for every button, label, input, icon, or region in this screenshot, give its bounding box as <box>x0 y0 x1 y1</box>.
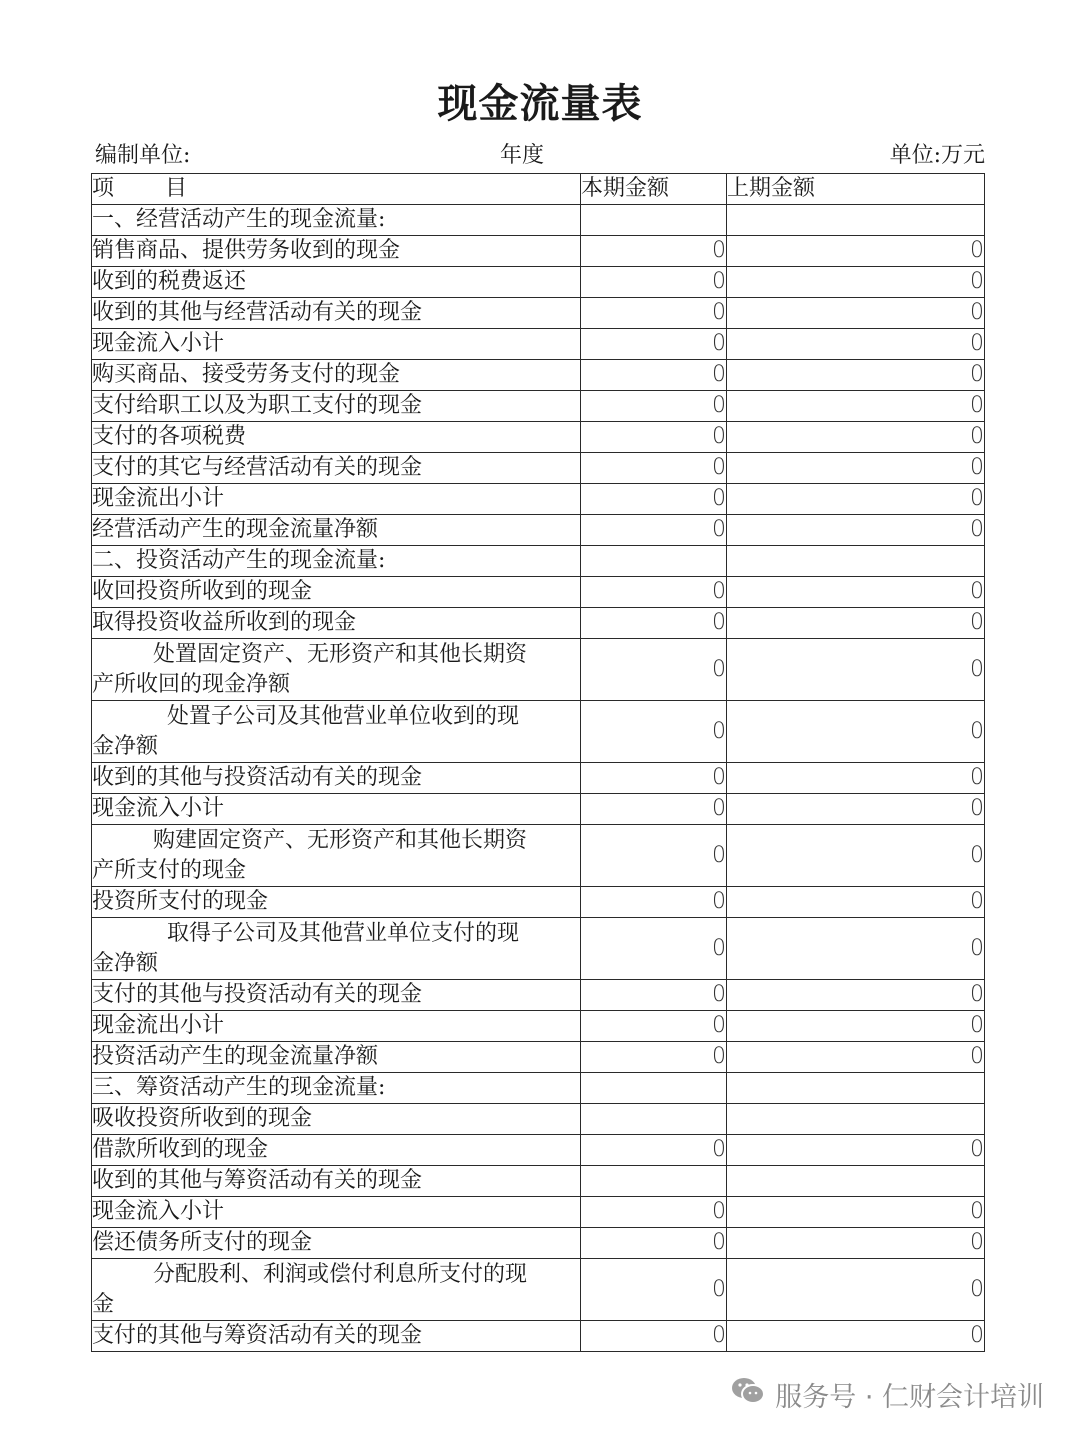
previous-amount: 0 <box>727 1228 985 1259</box>
header-item: 项 目 <box>92 174 581 205</box>
table-row <box>92 701 985 763</box>
current-amount <box>581 1073 727 1104</box>
row-label: 取得投资收益所收到的现金 <box>92 608 581 639</box>
prepared-by-label: 编制单位: <box>95 143 191 168</box>
row-label-line1: 取得子公司及其他营业单位支付的现 <box>167 920 520 946</box>
row-label: 经营活动产生的现金流量净额 <box>92 515 581 546</box>
watermark <box>731 1372 1044 1416</box>
row-label: 支付的其他与筹资活动有关的现金 <box>92 1321 581 1352</box>
unit-label: 单位:万元 <box>889 143 985 168</box>
current-amount: 0 <box>581 918 727 980</box>
current-amount: 0 <box>581 1135 727 1166</box>
row-label: 销售商品、提供劳务收到的现金 <box>92 236 581 267</box>
current-amount: 0 <box>581 391 727 422</box>
current-amount <box>581 205 727 236</box>
previous-amount <box>727 1104 985 1135</box>
header-current: 本期金额 <box>581 174 727 205</box>
previous-amount <box>727 546 985 577</box>
header-previous: 上期金额 <box>727 174 985 205</box>
row-label <box>92 1259 581 1321</box>
row-label: 一、经营活动产生的现金流量: <box>92 205 581 236</box>
row-label: 收到的其他与投资活动有关的现金 <box>92 763 581 794</box>
previous-amount: 0 <box>727 1259 985 1321</box>
previous-amount: 0 <box>727 794 985 825</box>
current-amount: 0 <box>581 1228 727 1259</box>
row-label-line1: 购建固定资产、无形资产和其他长期资 <box>153 827 528 853</box>
table-row <box>92 1166 985 1197</box>
row-label <box>92 918 581 980</box>
table-row <box>92 763 985 794</box>
row-label: 现金流入小计 <box>92 329 581 360</box>
previous-amount: 0 <box>727 980 985 1011</box>
previous-amount: 0 <box>727 360 985 391</box>
table-row <box>92 329 985 360</box>
table-row <box>92 825 985 887</box>
table-row <box>92 887 985 918</box>
table-row <box>92 391 985 422</box>
table-row <box>92 1042 985 1073</box>
previous-amount: 0 <box>727 1135 985 1166</box>
previous-amount: 0 <box>727 1042 985 1073</box>
current-amount: 0 <box>581 1197 727 1228</box>
table-row <box>92 205 985 236</box>
current-amount: 0 <box>581 329 727 360</box>
current-amount: 0 <box>581 1011 727 1042</box>
current-amount: 0 <box>581 701 727 763</box>
row-label: 收到的其他与筹资活动有关的现金 <box>92 1166 581 1197</box>
row-label: 偿还债务所支付的现金 <box>92 1228 581 1259</box>
current-amount: 0 <box>581 794 727 825</box>
current-amount: 0 <box>581 608 727 639</box>
row-label <box>92 639 581 701</box>
row-label: 现金流入小计 <box>92 1197 581 1228</box>
current-amount: 0 <box>581 1259 727 1321</box>
row-label: 借款所收到的现金 <box>92 1135 581 1166</box>
current-amount: 0 <box>581 763 727 794</box>
previous-amount: 0 <box>727 918 985 980</box>
previous-amount: 0 <box>727 608 985 639</box>
current-amount: 0 <box>581 887 727 918</box>
previous-amount <box>727 205 985 236</box>
row-label: 支付的各项税费 <box>92 422 581 453</box>
row-label: 投资活动产生的现金流量净额 <box>92 1042 581 1073</box>
row-label: 现金流入小计 <box>92 794 581 825</box>
previous-amount: 0 <box>727 887 985 918</box>
table-row <box>92 1135 985 1166</box>
row-label: 收回投资所收到的现金 <box>92 577 581 608</box>
row-label-line1: 处置子公司及其他营业单位收到的现 <box>167 703 520 729</box>
row-label-line1: 分配股利、利润或偿付利息所支付的现 <box>153 1261 528 1287</box>
current-amount: 0 <box>581 639 727 701</box>
row-label-line2: 产所收回的现金净额 <box>92 671 291 697</box>
cash-flow-table <box>91 173 985 1352</box>
table-row <box>92 360 985 391</box>
previous-amount: 0 <box>727 577 985 608</box>
table-row <box>92 639 985 701</box>
current-amount: 0 <box>581 298 727 329</box>
current-amount: 0 <box>581 825 727 887</box>
row-label-line2: 产所支付的现金 <box>92 857 247 883</box>
table-row <box>92 453 985 484</box>
row-label: 支付的其他与投资活动有关的现金 <box>92 980 581 1011</box>
previous-amount: 0 <box>727 763 985 794</box>
previous-amount: 0 <box>727 639 985 701</box>
table-row <box>92 484 985 515</box>
current-amount: 0 <box>581 453 727 484</box>
row-label: 支付的其它与经营活动有关的现金 <box>92 453 581 484</box>
previous-amount: 0 <box>727 825 985 887</box>
current-amount: 0 <box>581 1042 727 1073</box>
row-label: 支付给职工以及为职工支付的现金 <box>92 391 581 422</box>
current-amount: 0 <box>581 577 727 608</box>
table-row <box>92 794 985 825</box>
current-amount: 0 <box>581 1321 727 1352</box>
previous-amount: 0 <box>727 298 985 329</box>
current-amount: 0 <box>581 422 727 453</box>
row-label <box>92 701 581 763</box>
previous-amount: 0 <box>727 329 985 360</box>
table-row <box>92 298 985 329</box>
current-amount: 0 <box>581 236 727 267</box>
table-row <box>92 267 985 298</box>
previous-amount: 0 <box>727 515 985 546</box>
previous-amount: 0 <box>727 701 985 763</box>
row-label: 二、投资活动产生的现金流量: <box>92 546 581 577</box>
table-row <box>92 515 985 546</box>
table-row <box>92 546 985 577</box>
row-label: 现金流出小计 <box>92 484 581 515</box>
previous-amount: 0 <box>727 453 985 484</box>
previous-amount <box>727 1166 985 1197</box>
row-label: 现金流出小计 <box>92 1011 581 1042</box>
row-label: 投资所支付的现金 <box>92 887 581 918</box>
row-label-line2: 金净额 <box>92 950 159 976</box>
header-row <box>92 174 985 205</box>
previous-amount: 0 <box>727 484 985 515</box>
previous-amount: 0 <box>727 391 985 422</box>
table-row <box>92 236 985 267</box>
current-amount <box>581 1166 727 1197</box>
table-row <box>92 1011 985 1042</box>
table-row <box>92 1197 985 1228</box>
previous-amount: 0 <box>727 1321 985 1352</box>
previous-amount: 0 <box>727 422 985 453</box>
current-amount: 0 <box>581 267 727 298</box>
row-label: 收到的税费返还 <box>92 267 581 298</box>
previous-amount: 0 <box>727 267 985 298</box>
row-label: 三、筹资活动产生的现金流量: <box>92 1073 581 1104</box>
row-label <box>92 825 581 887</box>
previous-amount: 0 <box>727 236 985 267</box>
row-label-line2: 金净额 <box>92 733 159 759</box>
row-label: 购买商品、接受劳务支付的现金 <box>92 360 581 391</box>
previous-amount: 0 <box>727 1011 985 1042</box>
row-label-line1: 处置固定资产、无形资产和其他长期资 <box>153 641 528 667</box>
row-label: 收到的其他与经营活动有关的现金 <box>92 298 581 329</box>
current-amount <box>581 1104 727 1135</box>
page-title: 现金流量表 <box>437 81 643 127</box>
previous-amount <box>727 1073 985 1104</box>
current-amount <box>581 546 727 577</box>
row-label-line2: 金 <box>92 1291 115 1317</box>
watermark-text: 服务号 · 仁财会计培训 <box>775 1381 1044 1413</box>
current-amount: 0 <box>581 360 727 391</box>
table-row <box>92 1321 985 1352</box>
year-label: 年度 <box>500 143 545 168</box>
table-row <box>92 608 985 639</box>
current-amount: 0 <box>581 515 727 546</box>
previous-amount: 0 <box>727 1197 985 1228</box>
table-row <box>92 980 985 1011</box>
table-row <box>92 422 985 453</box>
current-amount: 0 <box>581 980 727 1011</box>
table-row <box>92 918 985 980</box>
table-row <box>92 577 985 608</box>
row-label: 吸收投资所收到的现金 <box>92 1104 581 1135</box>
wechat-icon <box>731 1376 765 1413</box>
table-row <box>92 1228 985 1259</box>
table-row <box>92 1104 985 1135</box>
table-row <box>92 1073 985 1104</box>
current-amount: 0 <box>581 484 727 515</box>
table-row <box>92 1259 985 1321</box>
